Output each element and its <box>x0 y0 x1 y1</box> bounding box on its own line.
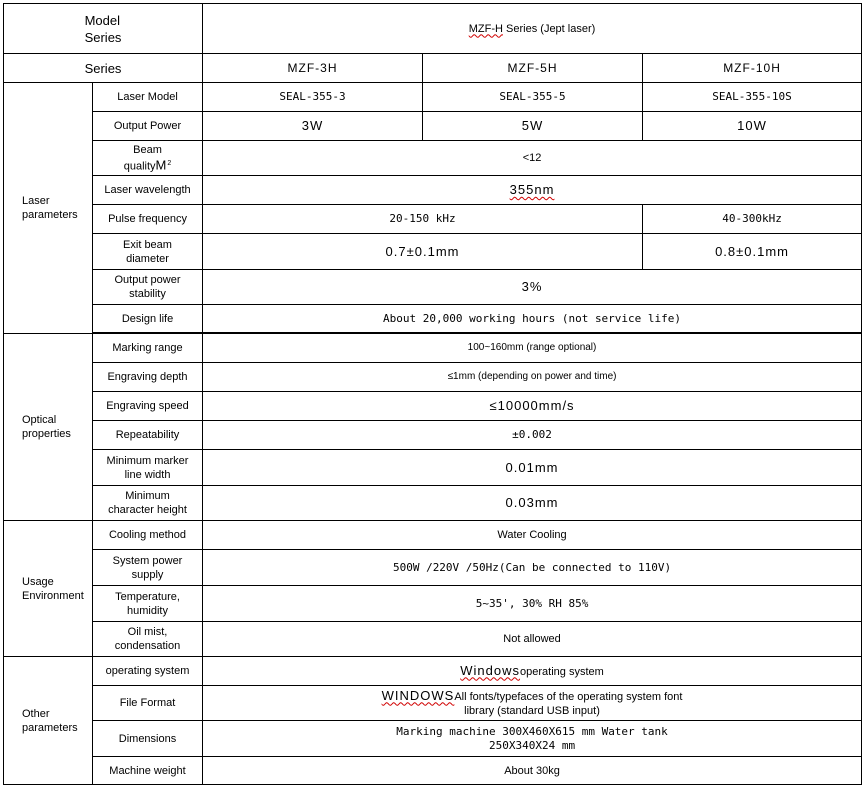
machine-weight-value: About 30kg <box>203 757 862 785</box>
param-output-power: Output Power <box>93 112 203 141</box>
engraving-speed-row <box>4 392 862 421</box>
design-life-value: About 20,000 working hours (not service life) <box>203 305 862 333</box>
exit-label-line2: diameter <box>126 252 169 265</box>
exit-beam-a: 0.7±0.1mm <box>203 234 643 270</box>
min-line-width-value: 0.01mm <box>203 450 862 486</box>
param-cooling-method: Cooling method <box>93 521 203 550</box>
group-optical-line1: Optical <box>22 414 57 426</box>
format-line2: library (standard USB input) <box>464 704 600 717</box>
param-dimensions: Dimensions <box>93 721 203 757</box>
param-wavelength: Laser wavelength <box>93 176 203 205</box>
oil-mist-value: Not allowed <box>203 622 862 657</box>
power-stability-value: 3% <box>203 270 862 305</box>
dimensions-line1: Marking machine 300X460X615 mm Water tank <box>396 724 668 738</box>
wavelength-value <box>203 176 862 205</box>
spec-table <box>3 3 862 785</box>
group-usage-line2: Environment <box>22 589 84 602</box>
temperature-value: 5~35', 30% RH 85% <box>203 586 862 622</box>
beam-label-symbol: M <box>155 157 168 173</box>
pulse-frequency-b: 40-300kHz <box>643 205 862 234</box>
os-suffix: operating system <box>520 665 604 678</box>
file-format-value <box>203 686 862 721</box>
output-power-row <box>4 112 862 141</box>
syspower-label-line2: supply <box>131 568 164 581</box>
linewidth-label-line1: Minimum marker <box>106 454 189 467</box>
temp-label-line1: Temperature, <box>115 590 180 603</box>
beam-quality-row <box>4 141 862 176</box>
param-laser-model: Laser Model <box>93 83 203 112</box>
param-beam-quality <box>93 141 203 176</box>
model-label-line1: Model <box>84 12 120 28</box>
stability-label-line2: stability <box>129 288 166 300</box>
series-mzf-10h: MZF-10H <box>643 54 862 83</box>
temperature-row <box>4 586 862 622</box>
beam-label-sup: 2 <box>167 159 172 167</box>
oil-mist-row <box>4 622 862 657</box>
laser-model-10s: SEAL-355-10S <box>643 83 862 112</box>
param-min-char-height <box>93 486 203 521</box>
model-series-value <box>203 4 862 54</box>
param-pulse-frequency: Pulse frequency <box>93 205 203 234</box>
exit-beam-b: 0.8±0.1mm <box>643 234 862 270</box>
wavelength-text: 355nm <box>509 182 555 197</box>
format-line1: All fonts/typefaces of the operating system font <box>454 690 683 703</box>
series-row <box>4 54 862 83</box>
group-other-parameters <box>4 657 93 785</box>
oil-label-line1: Oil mist, <box>127 626 168 638</box>
design-life-row <box>4 305 862 333</box>
min-char-height-value: 0.03mm <box>203 486 862 521</box>
group-usage-environment <box>4 521 93 657</box>
param-system-power <box>93 550 203 586</box>
cooling-method-value: Water Cooling <box>203 521 862 550</box>
operating-system-value <box>203 657 862 686</box>
wavelength-row <box>4 176 862 205</box>
beam-label-line1: Beam <box>133 143 162 156</box>
system-power-value: 500W /220V /50Hz(Can be connected to 110V) <box>203 550 862 586</box>
param-repeatability: Repeatability <box>93 421 203 450</box>
exit-label-line1: Exit beam <box>123 238 172 251</box>
marking-range-row <box>4 334 862 363</box>
pulse-frequency-row <box>4 205 862 234</box>
param-machine-weight: Machine weight <box>93 757 203 785</box>
min-char-height-row <box>4 486 862 521</box>
power-stability-row <box>4 270 862 305</box>
os-windows: Windows <box>460 662 521 678</box>
group-laser-line2: parameters <box>22 209 78 221</box>
param-engraving-depth: Engraving depth <box>93 363 203 392</box>
engraving-depth-row <box>4 363 862 392</box>
power-5w: 5W <box>423 112 643 141</box>
temp-label-line2: humidity <box>127 604 168 617</box>
format-windows: WINDOWS <box>381 687 455 703</box>
param-power-stability <box>93 270 203 305</box>
oil-label-line2: condensation <box>114 640 181 652</box>
charheight-label-line2: character height <box>108 504 187 516</box>
group-optical-line2: properties <box>22 428 71 440</box>
pulse-frequency-a: 20-150 kHz <box>203 205 643 234</box>
engraving-depth-value: ≤1mm (depending on power and time) <box>203 363 862 392</box>
dimensions-line2: 250X340X24 mm <box>488 738 576 752</box>
engraving-speed-value: ≤10000mm/s <box>203 392 862 421</box>
param-design-life: Design life <box>93 305 203 333</box>
laser-model-5: SEAL-355-5 <box>423 83 643 112</box>
exit-beam-row <box>4 234 862 270</box>
param-min-line-width <box>93 450 203 486</box>
syspower-label-line1: System power <box>112 554 183 567</box>
param-file-format: File Format <box>93 686 203 721</box>
param-engraving-speed: Engraving speed <box>93 392 203 421</box>
machine-weight-row <box>4 757 862 785</box>
group-laser-line1: Laser <box>22 195 50 207</box>
param-marking-range: Marking range <box>93 334 203 363</box>
marking-range-value: 100~160mm (range optional) <box>203 334 862 363</box>
dimensions-row <box>4 721 862 757</box>
model-series-suffix: Series (Jept laser) <box>502 22 596 35</box>
repeatability-value: ±0.002 <box>203 421 862 450</box>
model-label-line2: Series <box>84 29 122 45</box>
dimensions-value <box>203 721 862 757</box>
beam-label-line2: quality <box>123 160 156 173</box>
model-series-name: MZF-H <box>468 22 503 35</box>
model-series-header <box>4 4 203 54</box>
group-other-line1: Other <box>22 707 50 720</box>
series-header: Series <box>4 54 203 83</box>
min-line-width-row <box>4 450 862 486</box>
beam-quality-value: <12 <box>203 141 862 176</box>
param-exit-beam <box>93 234 203 270</box>
laser-model-3: SEAL-355-3 <box>203 83 423 112</box>
operating-system-row <box>4 657 862 686</box>
linewidth-label-line2: line width <box>124 468 171 481</box>
group-laser-parameters <box>4 83 93 334</box>
power-10w: 10W <box>643 112 862 141</box>
power-3w: 3W <box>203 112 423 141</box>
system-power-row <box>4 550 862 586</box>
file-format-row <box>4 686 862 721</box>
group-other-line2: parameters <box>22 721 78 734</box>
series-mzf-3h: MZF-3H <box>203 54 423 83</box>
group-optical-properties <box>4 334 93 521</box>
stability-label-line1: Output power <box>114 274 181 286</box>
charheight-label-line1: Minimum <box>125 490 170 502</box>
model-series-row <box>4 4 862 54</box>
group-usage-line1: Usage <box>22 575 54 588</box>
param-oil-mist <box>93 622 203 657</box>
param-temperature <box>93 586 203 622</box>
series-mzf-5h: MZF-5H <box>423 54 643 83</box>
param-operating-system: operating system <box>93 657 203 686</box>
cooling-method-row <box>4 521 862 550</box>
repeatability-row <box>4 421 862 450</box>
laser-model-row <box>4 83 862 112</box>
